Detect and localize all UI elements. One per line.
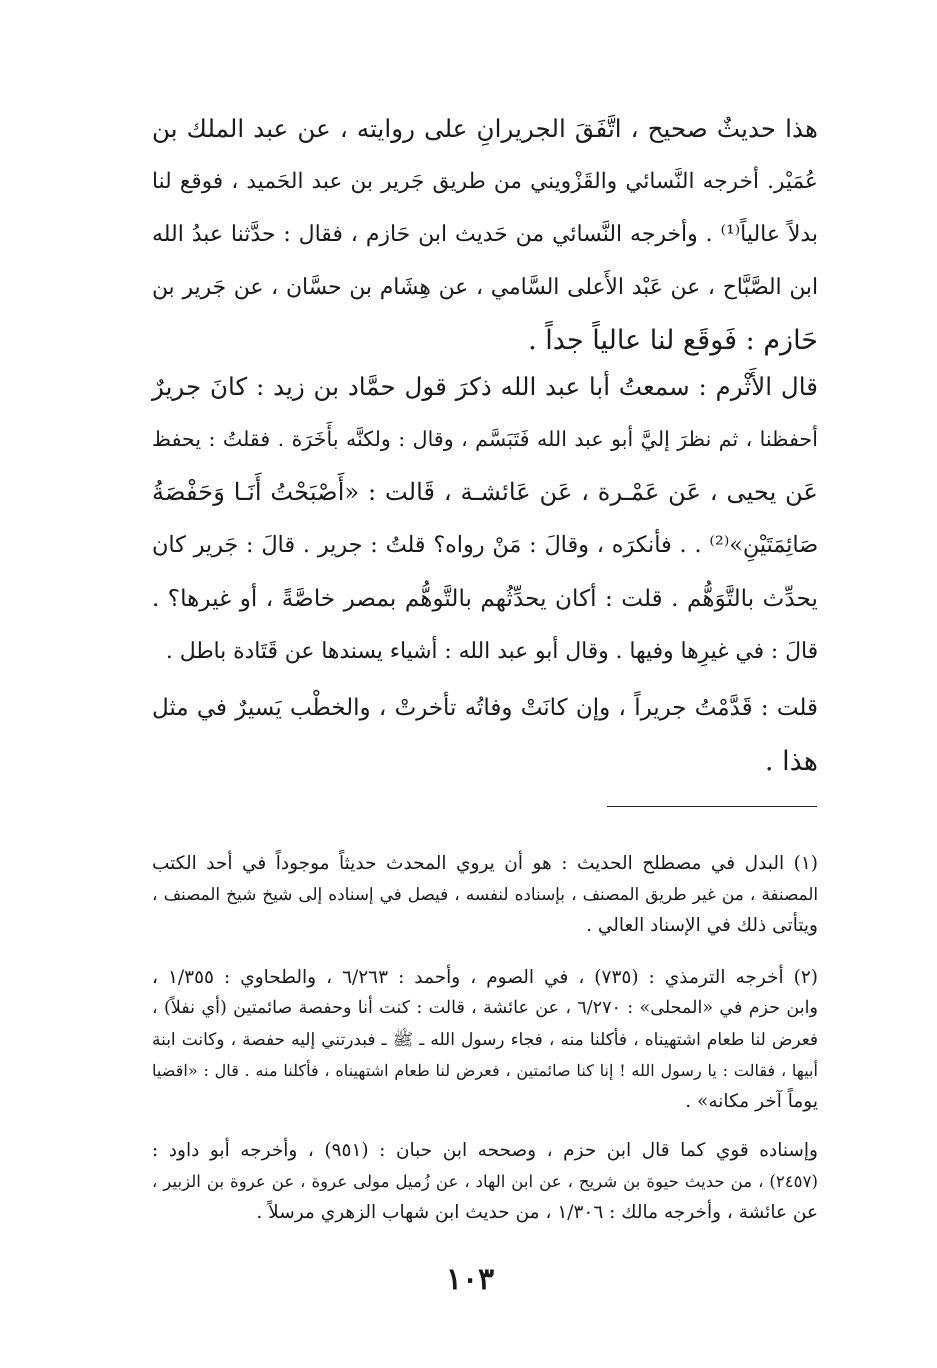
footnote-line: (٢٤٥٧) ، من حديث حيوة بن شريح ، عن ابن الهاد ، عن زُميل مولى عروة ، عن عروة بن الزبير ، bbox=[152, 1172, 818, 1191]
text-line: عَن يحيى ، عَن عَمْـرة ، عَن عَائشـة ، قَالت : «أَصْبَحْتُ أَنَـا وَحَفْصَةُ bbox=[152, 478, 818, 506]
text-line: ابن الصَّبَّاح ، عن عَبْد الأَعلى السَّامي ، عن هِشَام بن حسَّان ، عن جَرير بن bbox=[152, 275, 818, 300]
footnote-separator bbox=[607, 806, 817, 807]
text-line: قلت : قَدَّمْتُ جريراً ، وإن كانَتْ وفاتُه تأخرتْ ، والخطْب يَسيرٌ في مثل bbox=[152, 695, 818, 721]
footnote-line: المصنفة ، من غير طريق المصنف ، بإسناده لنفسه ، فيصل في إسناده إلى شيخ شيخ المصنف ، bbox=[152, 884, 818, 904]
text-line: أحفظنا ، ثم نظرَ إليَّ أبو عبد الله فَتَبَسَّم ، وقال : ولكنَّه بأَخَرَة . فقلتُ : يحفظ bbox=[152, 427, 818, 451]
footnote-2 bbox=[152, 962, 818, 1117]
page-number: ١٠٣ bbox=[445, 1262, 495, 1297]
text-line: صَائِمَتَيْنِ»⁽²⁾ . . فأنكرَه ، وقالَ : مَنْ رواه؟ قلتُ : جرير . قالَ : جَرير كان bbox=[152, 532, 818, 558]
footnote-line: عن عائشة ، وأخرجه مالك : ١/٣٠٦ ، من حديث ابن شهاب الزهري مرسلاً . bbox=[256, 1202, 818, 1223]
text-line: قال الأَثْرم : سمعتُ أبا عبد الله ذكرَ قول حمَّاد بن زيد : كانَ جريرٌ bbox=[152, 372, 818, 401]
footnote-line: ويتأتى ذلك في الإسناد العالي . bbox=[586, 915, 818, 936]
text-line: قالَ : في غيرِها وفيها . وقال أبو عبد الله : أشياء يسندها عن قَتَادة باطل . bbox=[165, 639, 818, 664]
paragraph-2 bbox=[152, 360, 818, 678]
text-line: يحدِّث بالتَّوَهُّم . قلت : أكان يحدِّثُهم بالتَّوهُّم بمصر خاصَّةً ، أو غيرها؟ . bbox=[152, 585, 818, 612]
paragraph-1 bbox=[152, 102, 818, 367]
text-line: هذا . bbox=[764, 746, 818, 777]
footnote-2-continued bbox=[152, 1135, 818, 1228]
footnote-line: وابن حزم في «المحلى» : ٦/٢٧٠ ، عن عائشة ، قالت : كنت أنا وحفصة صائمتين (أي نفلاً) ، bbox=[152, 998, 818, 1018]
footnote-line: فعرض لنا طعام اشتهيناه ، فأكلنا منه ، فجاء رسول الله ـ ﷺ ـ فبدرتني إليه حفصة ، وكانت ابنة bbox=[152, 1029, 818, 1049]
paragraph-3 bbox=[152, 682, 818, 788]
footnote-line: يوماً آخر مكانه» . bbox=[685, 1091, 818, 1112]
footnote-line: (٢) أخرجه الترمذي : (٧٣٥) ، في الصوم ، وأحمد : ٦/٢٦٣ ، والطحاوي : ١/٣٥٥ ، bbox=[152, 967, 818, 988]
footnote-1 bbox=[152, 848, 818, 941]
text-line: بدلاً عالياً⁽¹⁾ . وأخرجه النَّسائي من حَديث ابن حَازم ، فقال : حدَّثنا عبدُ الله bbox=[152, 222, 819, 247]
text-line: حَازم : فَوقَع لنا عالياً جداً . bbox=[528, 325, 818, 356]
text-line: هذا حديثٌ صحيح ، اتَّفَقَ الجريرانِ على روايته ، عن عبد الملك بن bbox=[152, 114, 818, 143]
text-line: عُمَيْر. أخرجه النَّسائي والقَزْويني من طريق جَرير بن عبد الحَميد ، فوقع لنا bbox=[152, 169, 818, 194]
footnote-line: وإسناده قوي كما قال ابن حزم ، وصححه ابن حبان : (٩٥١) ، وأخرجه أبو داود : bbox=[152, 1140, 818, 1161]
footnote-line: (١) البدل في مصطلح الحديث : هو أن يروي المحدث حديثاً موجوداً في أحد الكتب bbox=[152, 853, 818, 874]
footnote-line: أبيها ، فقالت : يا رسول الله ! إنا كنا صائمتين ، فعرض لنا طعام اشتهيناه ، فأكلنا منه . قال : «اقضيا bbox=[152, 1061, 818, 1080]
